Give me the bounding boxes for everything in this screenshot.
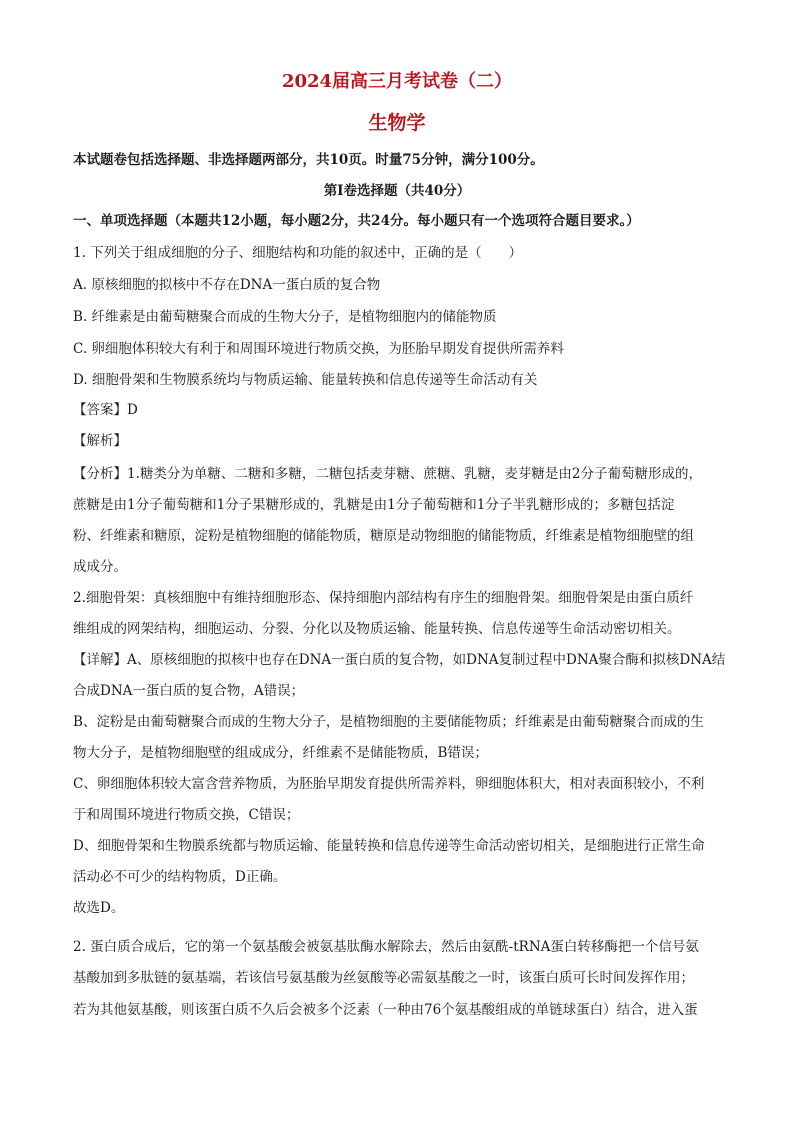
exam-title: 2024届高三月考试卷（二）	[281, 71, 513, 92]
section-title: 一、单项选择题（本题共12小题，每小题2分，共24分。每小题只有一个选项符合题目要求。）	[73, 213, 640, 229]
question-1-option-d: D. 细胞骨架和生物膜系统均与物质运输、能量转换和信息传递等生命活动有关	[73, 372, 538, 388]
question-1-option-a: A. 原核细胞的拟核中不存在DNA一蛋白质的复合物	[73, 277, 381, 293]
question-2-line: 基酸加到多肽链的氨基端，若该信号氨基酸为丝氨酸等必需氨基酸之一时，该蛋白质可长时间发挥作用；	[73, 970, 694, 986]
analysis-line: 成成分。	[73, 559, 127, 575]
analysis-line: 粉、纤维素和糖原，淀粉是植物细胞的储能物质，糖原是动物细胞的储能物质，纤维素是植物细胞壁的组	[73, 528, 694, 544]
analysis-line: B、淀粉是由葡萄糖聚合而成的生物大分子，是植物细胞的主要储能物质；纤维素是由葡萄糖聚合而成的生	[73, 714, 704, 730]
analysis-line: 【分析】1.糖类分为单糖、二糖和多糖，二糖包括麦芽糖、蔗糖、乳糖，麦芽糖是由2分子葡萄糖形成的，	[73, 466, 702, 482]
analysis-line: 【详解】A、原核细胞的拟核中也存在DNA一蛋白质的复合物，如DNA复制过程中DNA聚合酶和拟核DNA结	[73, 652, 726, 668]
question-1-stem: 1. 下列关于组成细胞的分子、细胞结构和功能的叙述中，正确的是（ ）	[73, 245, 523, 261]
question-2-line: 2. 蛋白质合成后，它的第一个氨基酸会被氨基肽酶水解除去，然后由氨酰-tRNA蛋白转移酶把一个信号氨	[73, 939, 699, 955]
analysis-line: 2.细胞骨架：真核细胞中有维持细胞形态、保持细胞内部结构有序生的细胞骨架。细胞骨架是由蛋白质纤	[73, 590, 694, 606]
exam-intro: 本试题卷包括选择题、非选择题两部分，共10页。时量75分钟，满分100分。	[73, 152, 544, 168]
analysis-line: 合成DNA一蛋白质的复合物，A错误；	[73, 683, 305, 699]
subject-title: 生物学	[368, 112, 426, 134]
question-1-answer: 【答案】D	[73, 402, 138, 418]
analysis-line: 于和周围环境进行物质交换，C错误；	[73, 807, 300, 823]
analysis-line: 故选D。	[73, 900, 125, 916]
analysis-line: 活动必不可少的结构物质，D正确。	[73, 869, 287, 885]
part-title: 第Ⅰ卷选择题（共40分）	[323, 183, 471, 199]
analysis-line: 维组成的网架结构，细胞运动、分裂、分化以及物质运输、能量转换、信息传递等生命活动密切相关。	[73, 621, 681, 637]
question-2-line: 若为其他氨基酸，则该蛋白质不久后会被多个泛素（一种由76个氨基酸组成的单链球蛋白）结合，进入蛋	[73, 1002, 698, 1018]
question-1-option-c: C. 卵细胞体积较大有利于和周围环境进行物质交换，为胚胎早期发育提供所需养料	[73, 341, 564, 357]
question-1-analysis-label: 【解析】	[73, 433, 127, 449]
analysis-line: 物大分子，是植物细胞壁的组成成分，纤维素不是储能物质，B错误；	[73, 745, 488, 761]
analysis-line: 蔗糖是由1分子葡萄糖和1分子果糖形成的，乳糖是由1分子葡萄糖和1分子半乳糖形成的；多糖包括淀	[73, 497, 675, 513]
analysis-line: D、细胞骨架和生物膜系统都与物质运输、能量转换和信息传递等生命活动密切相关，是细胞进行正常生命	[73, 838, 705, 854]
question-1-option-b: B. 纤维素是由葡萄糖聚合而成的生物大分子，是植物细胞内的储能物质	[73, 309, 497, 325]
analysis-line: C、卵细胞体积较大富含营养物质，为胚胎早期发育提供所需养料，卵细胞体积大，相对表面积较小，不利	[73, 776, 705, 792]
